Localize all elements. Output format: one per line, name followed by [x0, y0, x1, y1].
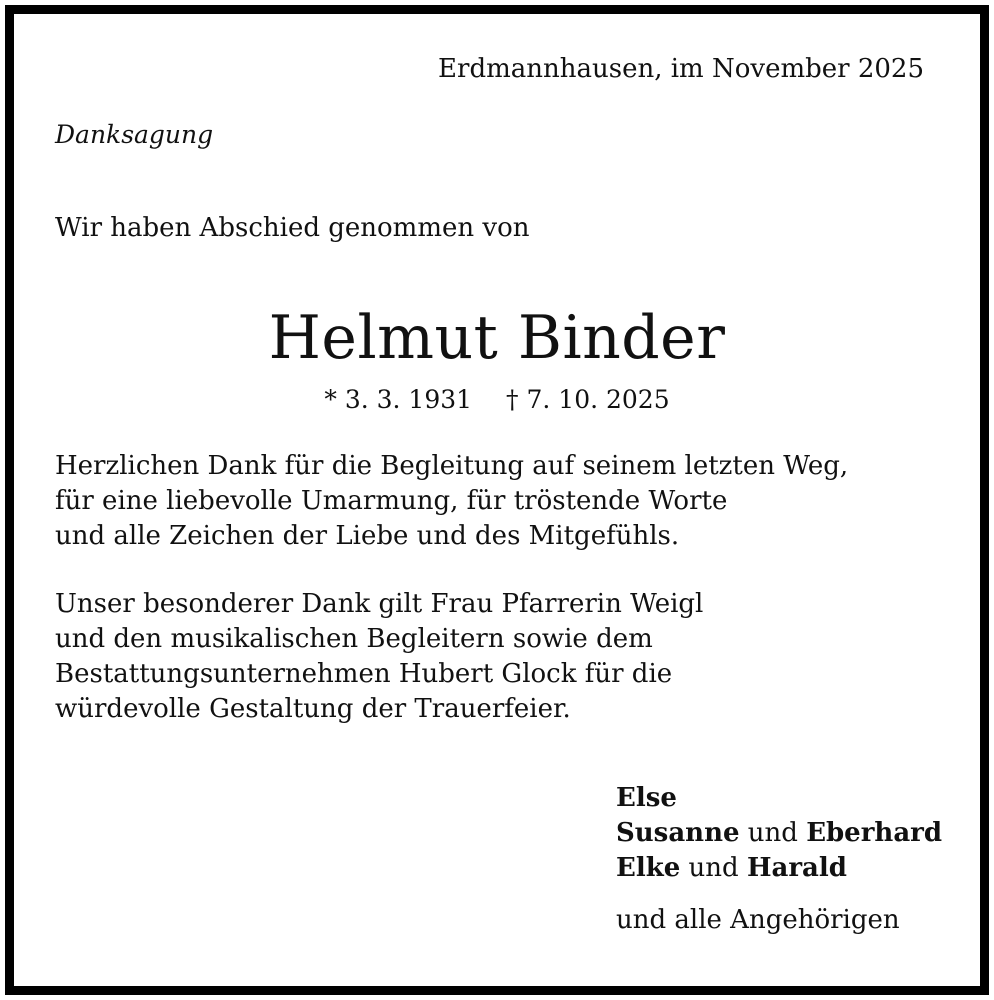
signature-joiner: und — [688, 853, 739, 883]
paragraph-line: Herzlichen Dank für die Begleitung auf seinem letzten Weg, — [55, 451, 849, 481]
intro-text: Wir haben Abschied genommen von — [55, 213, 530, 243]
paragraph-line: würdevolle Gestaltung der Trauerfeier. — [55, 694, 571, 724]
paragraph-line: und alle Zeichen der Liebe und des Mitgefühls. — [55, 521, 680, 551]
signer-name: Harald — [746, 853, 847, 883]
paragraph-line: Unser besonderer Dank gilt Frau Pfarrerin Weigl — [55, 589, 704, 619]
notice-heading: Danksagung — [55, 120, 214, 149]
signer-name: Susanne — [616, 818, 740, 848]
signature-line — [616, 851, 942, 886]
thanks-paragraph-1 — [55, 449, 848, 554]
birth-date: * 3. 3. 1931 — [324, 385, 473, 414]
signer-name: Eberhard — [806, 818, 943, 848]
signature-joiner: und — [747, 818, 798, 848]
paragraph-line: Bestattungsunternehmen Hubert Glock für die — [55, 659, 673, 689]
signer-name: Elke — [616, 853, 681, 883]
relatives-line: und alle Angehörigen — [616, 905, 900, 935]
signer-name: Else — [616, 783, 677, 813]
signatures — [616, 781, 942, 886]
signature-line — [616, 816, 942, 851]
paragraph-line: für eine liebevolle Umarmung, für tröstende Worte — [55, 486, 728, 516]
deceased-name: Helmut Binder — [268, 303, 726, 373]
life-dates — [0, 385, 994, 414]
thanks-paragraph-2 — [55, 587, 703, 727]
place-date: Erdmannhausen, im November 2025 — [438, 54, 924, 84]
signature-line — [616, 781, 942, 816]
death-date: † 7. 10. 2025 — [506, 385, 670, 414]
paragraph-line: und den musikalischen Begleitern sowie dem — [55, 624, 653, 654]
